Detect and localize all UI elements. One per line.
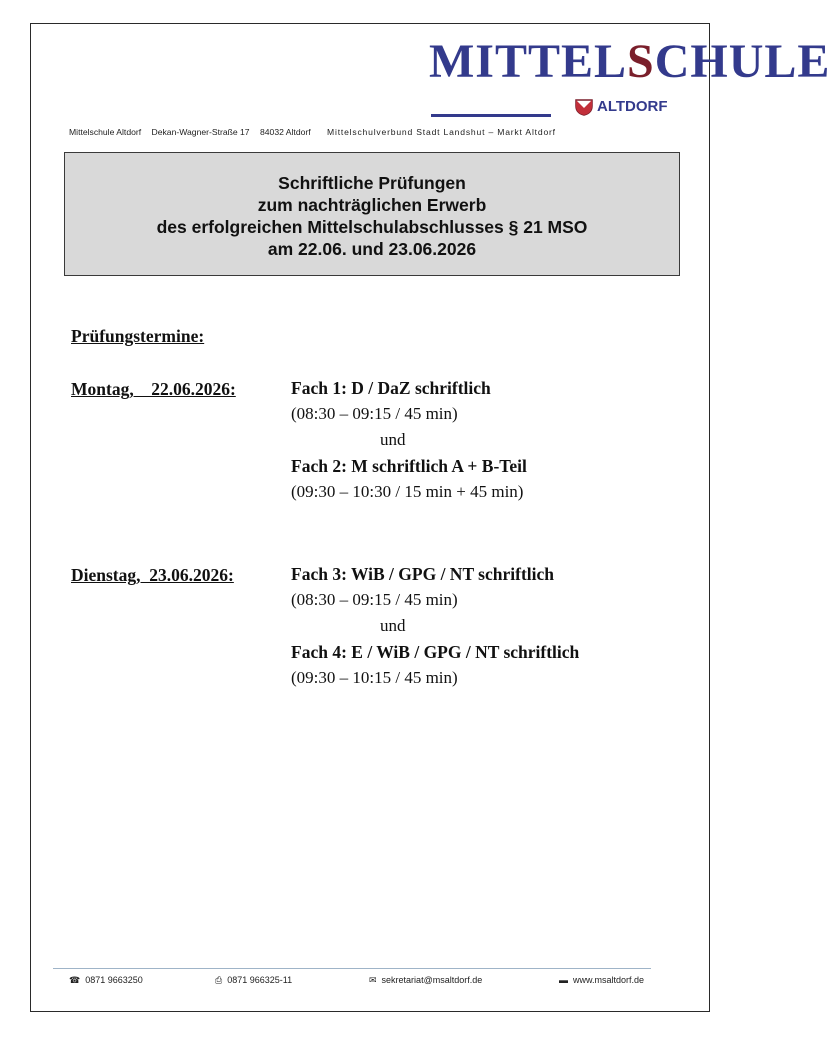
phone-icon: ☎ <box>69 975 81 985</box>
school-association: Mittelschulverbund Stadt Landshut – Markt Altdorf <box>327 127 556 137</box>
city-address: 84032 Altdorf <box>259 127 311 137</box>
fax-icon: ⎙ <box>215 975 223 985</box>
exam-subject: Fach 2: M schriftlich A + B-Teil <box>291 456 527 476</box>
exam-block-tuesday <box>291 561 711 691</box>
exam-connector: und <box>380 616 406 635</box>
footer-phone: ☎ 0871 9663250 <box>69 975 143 985</box>
exam-block-monday <box>291 375 711 505</box>
exam-time: (09:30 – 10:15 / 45 min) <box>291 668 458 687</box>
title-line-1: Schriftliche Prüfungen <box>278 173 466 193</box>
exam-subject: Fach 1: D / DaZ schriftlich <box>291 378 491 398</box>
day-label-tuesday: Dienstag, 23.06.2026: <box>71 565 234 585</box>
envelope-icon: ✉ <box>369 975 377 985</box>
computer-icon: ▬ <box>559 975 568 985</box>
footer-divider <box>53 968 651 969</box>
address-line <box>69 127 556 137</box>
exam-time: (08:30 – 09:15 / 45 min) <box>291 404 458 423</box>
title-line-3: des erfolgreichen Mittelschulabschlusses § 21 MSO <box>156 217 588 237</box>
exam-time: (09:30 – 10:30 / 15 min + 45 min) <box>291 482 524 501</box>
footer-email[interactable]: ✉ sekretariat@msaltdorf.de <box>369 975 483 985</box>
title-line-2: zum nachträglichen Erwerb <box>257 195 487 215</box>
exam-subject: Fach 4: E / WiB / GPG / NT schriftlich <box>291 642 580 662</box>
shield-icon <box>575 98 593 116</box>
document-page <box>30 23 830 1012</box>
title-box <box>64 152 680 276</box>
day-label-monday: Montag, 22.06.2026: <box>71 379 236 399</box>
schedule-heading: Prüfungstermine: <box>71 326 205 346</box>
exam-subject: Fach 3: WiB / GPG / NT schriftlich <box>291 564 554 584</box>
footer-website[interactable]: ▬ www.msaltdorf.de <box>559 975 645 985</box>
school-name: Mittelschule Altdorf <box>69 127 142 137</box>
street-address: Dekan-Wagner-Straße 17 <box>151 127 250 137</box>
logo-underline <box>431 114 551 117</box>
school-logo <box>429 34 830 124</box>
title-line-4: am 22.06. und 23.06.2026 <box>267 239 477 259</box>
exam-connector: und <box>380 430 406 449</box>
exam-time: (08:30 – 09:15 / 45 min) <box>291 590 458 609</box>
footer-fax: ⎙ 0871 966325-11 <box>215 975 293 985</box>
logo-subtitle: ALTDORF <box>597 98 668 115</box>
logo-wordmark: MITTELSCHULE <box>429 35 830 88</box>
